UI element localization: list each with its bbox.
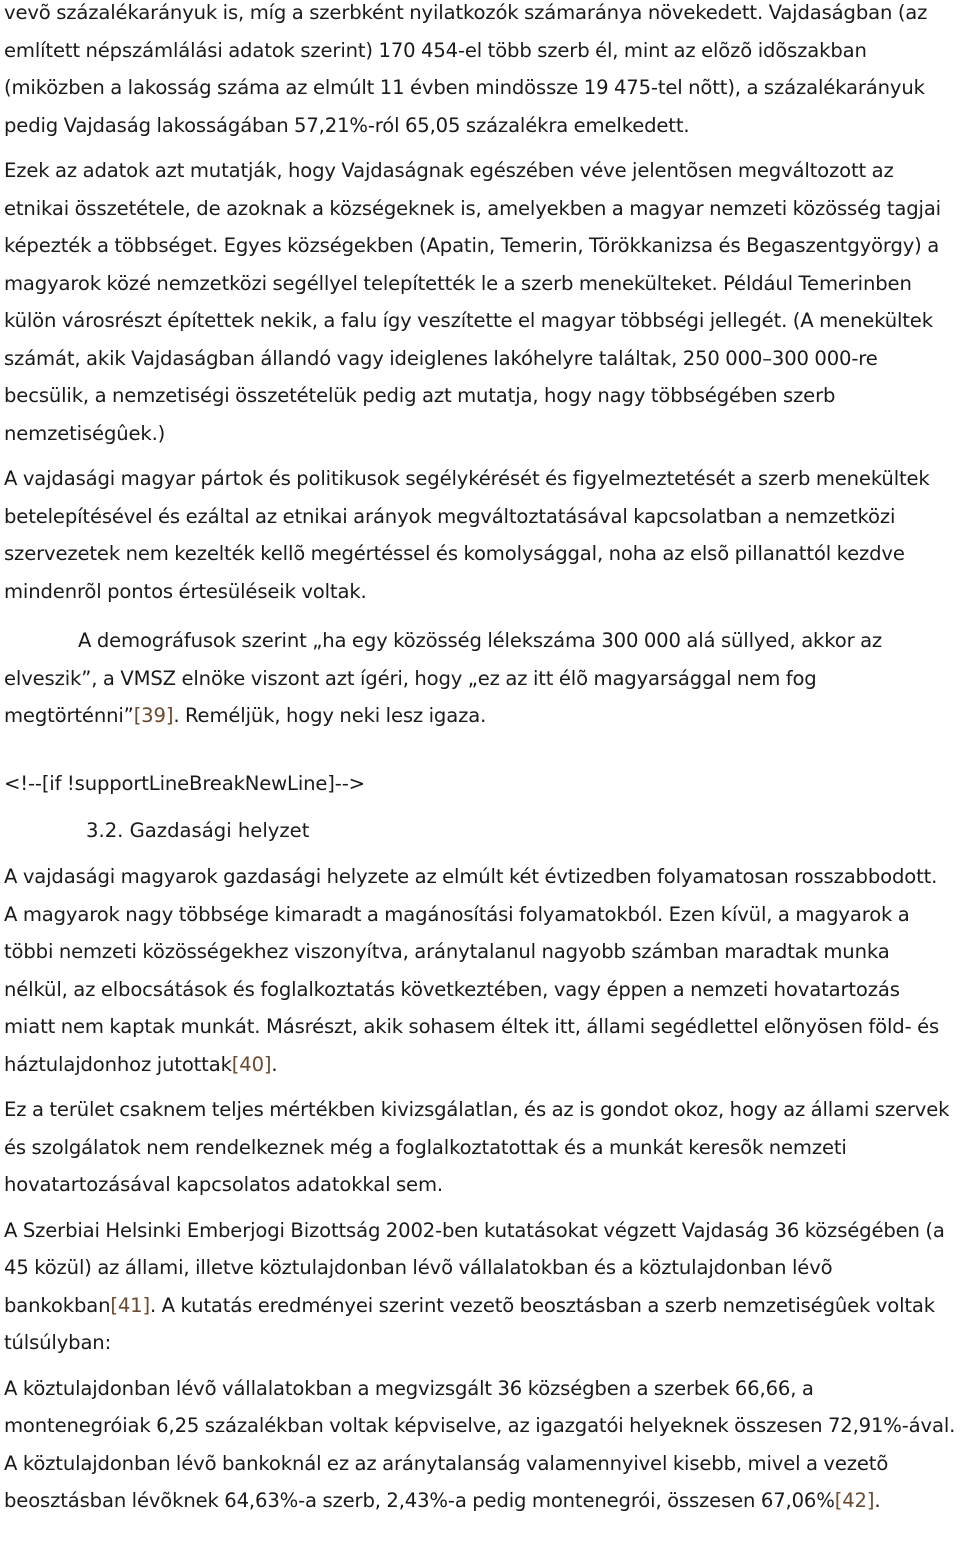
conditional-comment-text: <!--[if !supportLineBreakNewLine]--> — [4, 771, 365, 795]
paragraph-helsinki-tail: . A kutatás eredményei szerint vezetõ beosztásban a szerb nemzetiségûek voltak túlsúlyban: — [4, 1293, 935, 1354]
footnote-ref-42[interactable]: [42] — [834, 1489, 875, 1512]
paragraph-unexamined-area: Ez a terület csaknem teljes mértékben kivizsgálatlan, és az is gondot okoz, hogy az állami szervek és szolgálatok nem rendelkeznek még a foglalkoztatottak és a munkát keresõk nemzeti hovatartozásával kapcsolatos adatokkal sem. — [4, 1098, 950, 1196]
paragraph-demographers-tail: . Reméljük, hogy neki lesz igaza. — [173, 704, 487, 727]
footnote-ref-41[interactable]: [41] — [110, 1293, 150, 1317]
paragraph-public-companies-text: A köztulajdonban lévõ vállalatokban a megvizsgált 36 községben a szerbek 66,66, a montenegróiak 6,25 százalékban voltak képviselve, az igazgatói helyeknek összesen 72,91%-ával. A köztulajdonban lévõ bankoknál ez az aránytalanság valamennyivel kisebb, mivel a vezetõ beosztásban lévõknek 64,63%-a szerb, 2,43%-a pedig montenegrói, összesen 67,06% — [4, 1376, 956, 1512]
footnote-ref-40[interactable]: [40] — [231, 1052, 272, 1076]
document-page — [4, 0, 956, 1520]
footnote-ref-39[interactable]: [39] — [133, 704, 174, 727]
paragraph-demographers-text: A demográfusok szerint „ha egy közösség lélekszáma 300 000 alá süllyed, akkor az elveszik”, a VMSZ elnöke viszont azt ígéri, hogy „ez az itt élõ magyarsággal nem fog megtörténni” — [4, 629, 883, 727]
paragraph-economic-text: A vajdasági magyarok gazdasági helyzete az elmúlt két évtizedben folyamatosan rosszabbodott. A magyarok nagy többsége kimaradt a magánosítási folyamatokból. Ezen kívül, a magyarok a többi nemzeti közösségekhez viszonyítva, aránytalanul nagyobb számban maradtak munka nélkül, az elbocsátások és foglalkoztatás következtében, vagy éppen a nemzeti hovatartozás miatt nem kaptak munkát. Másrészt, akik sohasem éltek itt, állami segédlettel elõnyösen föld- és háztulajdonhoz jutottak — [4, 865, 940, 1076]
paragraph-economic-tail: . — [271, 1052, 278, 1076]
paragraph-ethnic-change: Ezek az adatok azt mutatják, hogy Vajdaságnak egészében véve jelentõsen megváltozott az etnikai összetétele, de azoknak a községeknek is, amelyekben a magyar nemzeti közösség tagjai képezték a többséget. Egyes községekben (Apatin, Temerin, Törökkanizsa és Begaszentgyörgy) a magyarok közé nemzetközi segéllyel telepítették le a szerb menekülteket. Például Temerinben külön városrészt építettek nekik, a falu így veszítette el magyar többségi jellegét. (A menekültek számát, akik Vajdaságban állandó vagy ideiglenes lakóhelyre találtak, 250 000–300 000-re becsülik, a nemzetiségi összetételük pedig azt mutatja, hogy nagy többségében szerb nemzetiségûek.) — [4, 159, 941, 445]
paragraph-demographers — [4, 622, 956, 735]
section-heading-economic-situation: 3.2. Gazdasági helyzet — [86, 819, 310, 842]
paragraph-public-companies-tail: . — [874, 1489, 881, 1512]
paragraph-census-continuation: vevõ százalékarányuk is, míg a szerbként nyilatkozók számaránya növekedett. Vajdaságban (az említett népszámlálási adatok szerint) 170 454-el több szerb él, mint az elõzõ idõszakban (miközben a lakosság száma az elmúlt 11 évben mindössze 19 475-tel nõtt), a százalékarányuk pedig Vajdaság lakosságában 57,21%-ról 65,05 százalékra emelkedett. — [4, 1, 928, 137]
paragraph-economic-situation — [4, 858, 956, 1083]
paragraph-helsinki-text: A Szerbiai Helsinki Emberjogi Bizottság 2002-ben kutatásokat végzett Vajdaság 36 községében (a 45 közül) az állami, illetve köztulajdonban lévõ vállalatokban és a köztulajdonban lévõ bankokban — [4, 1218, 945, 1317]
paragraph-helsinki-research — [4, 1212, 956, 1362]
paragraph-party-appeals: A vajdasági magyar pártok és politikusok segélykérését és figyelmeztetését a szerb menekültek betelepítésével és ezáltal az etnikai arányok megváltoztatásával kapcsolatban a nemzetközi szervezetek nem kezelték kellõ megértéssel és komolysággal, noha az elsõ pillanattól kezdve mindenrõl pontos értesüléseik voltak. — [4, 467, 930, 603]
paragraph-public-companies — [4, 1370, 956, 1520]
